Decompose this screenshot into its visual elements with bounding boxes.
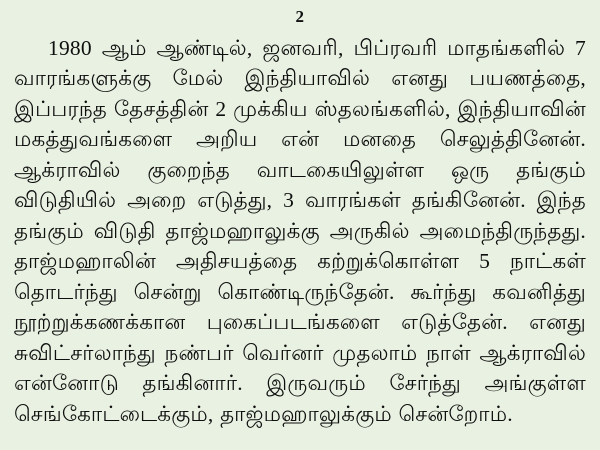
- body-text-block: [14, 33, 586, 430]
- page-number: 2: [295, 7, 305, 26]
- paragraph-text: 1980 ஆம் ஆண்டில், ஜனவரி, பிப்ரவரி மாதங்களில் 7 வாரங்களுக்கு மேல் இந்தியாவில் எனது பயணத்தை, இப்பரந்த தேசத்தின் 2 முக்கிய ஸ்தலங்களில், இந்தியாவின் மகத்துவங்களை அறிய என் மனதை செலுத்தினேன். ஆக்ராவில் குறைந்த வாடகையிலுள்ள ஒரு தங்கும் விடுதியில் அறை எடுத்து, 3 வாரங்கள் தங்கினேன். இந்த தங்கும் விடுதி தாஜ்மஹாலுக்கு அருகில் அமைந்திருந்தது. தாஜ்மஹாலின் அதிசயத்தை கற்றுக்கொள்ள 5 நாட்கள் தொடர்ந்து சென்று கொண்டிருந்தேன். கூர்ந்து கவனித்து நூற்றுக்கணக்கான புகைப்படங்களை எடுத்தேன். எனது சுவிட்சர்லாந்து நண்பர் வெர்னர் முதலாம் நாள் ஆக்ராவில் என்னோடு தங்கினார். இருவரும் சேர்ந்து அங்குள்ள செங்கோட்டைக்கும், தாஜ்மஹாலுக்கும் சென்றோம்.: [14, 35, 586, 426]
